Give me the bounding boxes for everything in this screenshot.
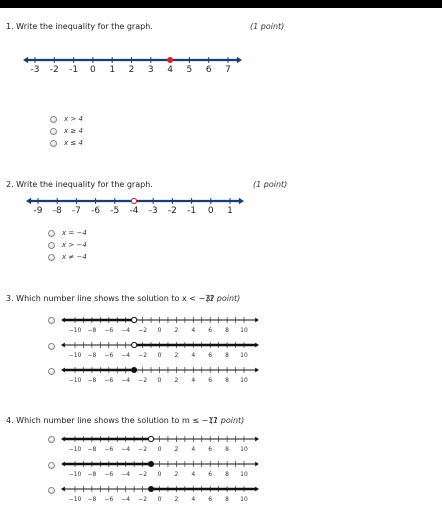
tick-label: −8 — [87, 496, 97, 503]
tick-label: −4 — [121, 471, 131, 478]
option-label: x ≤ 4 — [64, 139, 83, 147]
tick-label: −2 — [138, 496, 148, 503]
arrowhead-left — [26, 198, 31, 204]
arrowhead-right — [239, 198, 244, 204]
tick-label: 10 — [240, 327, 248, 334]
tick-label: -1 — [69, 65, 79, 75]
tick-label: −4 — [121, 377, 131, 384]
question-3-points: (1 point) — [206, 294, 241, 303]
option-label: x > 4 — [64, 115, 83, 123]
radio-button[interactable] — [48, 230, 55, 237]
tick-label: 1 — [227, 206, 233, 216]
endpoint-open — [132, 342, 137, 347]
tick-label: −6 — [104, 496, 114, 503]
tick-label: −10 — [68, 446, 82, 453]
tick-label: 0 — [157, 446, 162, 453]
radio-button[interactable] — [50, 140, 57, 147]
tick-label: 0 — [157, 352, 162, 359]
question-2-title: 2. Write the inequality for the graph. — [6, 180, 153, 189]
question-1-option-2[interactable] — [50, 127, 83, 135]
tick-label: 10 — [240, 496, 248, 503]
arrowhead-left — [61, 487, 65, 492]
tick-label: 4 — [167, 65, 173, 75]
tick-label: 6 — [208, 327, 213, 334]
tick-label: 0 — [157, 327, 162, 334]
question-1-title: 1. Write the inequality for the graph. — [6, 22, 153, 31]
option-label: x ≠ −4 — [62, 253, 87, 261]
tick-label: 2 — [174, 377, 179, 384]
tick-label: -7 — [71, 206, 81, 216]
radio-button[interactable] — [50, 128, 57, 135]
tick-label: 10 — [240, 377, 248, 384]
question-4-title: 4. Which number line shows the solution to m ≤ −1? — [6, 416, 218, 425]
question-2-option-2[interactable] — [48, 241, 87, 249]
tick-label: −8 — [87, 352, 97, 359]
tick-label: 4 — [191, 352, 196, 359]
tick-label: −4 — [121, 496, 131, 503]
question-3-option-3-radio[interactable] — [48, 368, 55, 375]
tick-label: 6 — [208, 496, 213, 503]
arrowhead-left — [61, 368, 65, 373]
tick-label: −2 — [138, 471, 148, 478]
tick-label: -2 — [167, 206, 177, 216]
tick-label: −2 — [138, 377, 148, 384]
tick-label: −8 — [87, 471, 97, 478]
question-3-title: 3. Which number line shows the solution to x < −3? — [6, 294, 215, 303]
tick-label: −6 — [104, 352, 114, 359]
tick-label: 8 — [225, 377, 230, 384]
tick-label: 6 — [208, 377, 213, 384]
tick-label: -9 — [33, 206, 43, 216]
question-3-option-2-radio[interactable] — [48, 343, 55, 350]
tick-label: -4 — [129, 206, 139, 216]
arrowhead-right — [255, 343, 259, 348]
tick-label: -5 — [110, 206, 120, 216]
tick-label: 0 — [157, 496, 162, 503]
tick-label: −6 — [104, 327, 114, 334]
tick-label: −10 — [68, 352, 82, 359]
tick-label: -1 — [187, 206, 197, 216]
tick-label: −2 — [138, 327, 148, 334]
tick-label: 2 — [128, 65, 135, 75]
tick-label: 4 — [191, 377, 196, 384]
radio-button[interactable] — [48, 254, 55, 261]
tick-label: 8 — [225, 327, 230, 334]
tick-label: -8 — [52, 206, 62, 216]
question-1-option-3[interactable] — [50, 139, 83, 147]
endpoint-open — [148, 436, 153, 441]
option-label: x = −4 — [62, 229, 87, 237]
tick-label: 8 — [225, 352, 230, 359]
tick-label: 2 — [174, 352, 179, 359]
arrowhead-right — [255, 368, 259, 373]
radio-button[interactable] — [48, 242, 55, 249]
radio-button[interactable] — [50, 116, 57, 123]
tick-label: 3 — [147, 65, 154, 75]
tick-label: −8 — [87, 377, 97, 384]
option-label: x ≥ 4 — [64, 127, 83, 135]
tick-label: −2 — [138, 352, 148, 359]
tick-label: -6 — [91, 206, 101, 216]
top-bar — [0, 0, 442, 8]
option-label: x > −4 — [62, 241, 87, 249]
tick-label: 0 — [157, 377, 162, 384]
tick-label: −10 — [68, 471, 82, 478]
tick-label: -3 — [30, 65, 40, 75]
arrowhead-right — [255, 437, 259, 442]
tick-label: −6 — [104, 446, 114, 453]
arrowhead-right — [255, 487, 259, 492]
arrowhead-left — [23, 57, 28, 63]
tick-label: 7 — [225, 65, 231, 75]
question-2-points: (1 point) — [253, 180, 288, 189]
tick-label: −2 — [138, 446, 148, 453]
question-2-option-1[interactable] — [48, 229, 87, 237]
tick-label: 2 — [174, 471, 179, 478]
arrowhead-right — [255, 462, 259, 467]
tick-label: 0 — [157, 471, 162, 478]
arrowhead-left — [61, 343, 65, 348]
tick-label: −4 — [121, 446, 131, 453]
tick-label: 8 — [225, 471, 230, 478]
arrowhead-left — [61, 318, 65, 323]
question-4-option-3-radio[interactable] — [48, 487, 55, 494]
question-1-option-1[interactable] — [50, 115, 83, 123]
tick-label: 8 — [225, 446, 230, 453]
tick-label: 6 — [205, 65, 212, 75]
question-4-option-2-radio[interactable] — [48, 462, 55, 469]
tick-label: −8 — [87, 446, 97, 453]
arrowhead-left — [61, 462, 65, 467]
tick-label: 4 — [191, 446, 196, 453]
endpoint-closed — [148, 486, 154, 492]
tick-label: 4 — [191, 496, 196, 503]
tick-label: −10 — [68, 496, 82, 503]
tick-label: -2 — [49, 65, 59, 75]
tick-label: 2 — [174, 327, 179, 334]
tick-label: 0 — [207, 206, 214, 216]
endpoint-closed — [131, 367, 137, 373]
tick-label: −6 — [104, 471, 114, 478]
question-4-option-1-radio[interactable] — [48, 436, 55, 443]
tick-label: 2 — [174, 496, 179, 503]
arrowhead-right — [237, 57, 242, 63]
arrowhead-left — [61, 437, 65, 442]
question-1-points: (1 point) — [250, 22, 285, 31]
tick-label: −4 — [121, 352, 131, 359]
tick-label: 10 — [240, 471, 248, 478]
tick-label: 6 — [208, 446, 213, 453]
endpoint-open — [132, 317, 137, 322]
tick-label: 1 — [109, 65, 116, 75]
question-2-option-3[interactable] — [48, 253, 87, 261]
tick-label: −6 — [104, 377, 114, 384]
tick-label: 0 — [90, 65, 96, 75]
tick-label: −4 — [121, 327, 131, 334]
endpoint-closed — [148, 461, 154, 467]
tick-label: 10 — [240, 446, 248, 453]
tick-label: 8 — [225, 496, 230, 503]
tick-label: 10 — [240, 352, 248, 359]
tick-label: −10 — [68, 327, 82, 334]
arrowhead-right — [255, 318, 259, 323]
endpoint-open — [131, 198, 136, 203]
tick-label: 6 — [208, 352, 213, 359]
tick-label: 4 — [191, 471, 196, 478]
tick-label: 2 — [174, 446, 179, 453]
tick-label: -3 — [148, 206, 158, 216]
tick-label: 6 — [208, 471, 213, 478]
tick-label: −10 — [68, 377, 82, 384]
tick-label: 5 — [186, 65, 193, 75]
question-3-option-1-radio[interactable] — [48, 317, 55, 324]
question-4-points: (1 point) — [210, 416, 245, 425]
endpoint-closed — [167, 57, 173, 63]
tick-label: −8 — [87, 327, 97, 334]
tick-label: 4 — [191, 327, 196, 334]
